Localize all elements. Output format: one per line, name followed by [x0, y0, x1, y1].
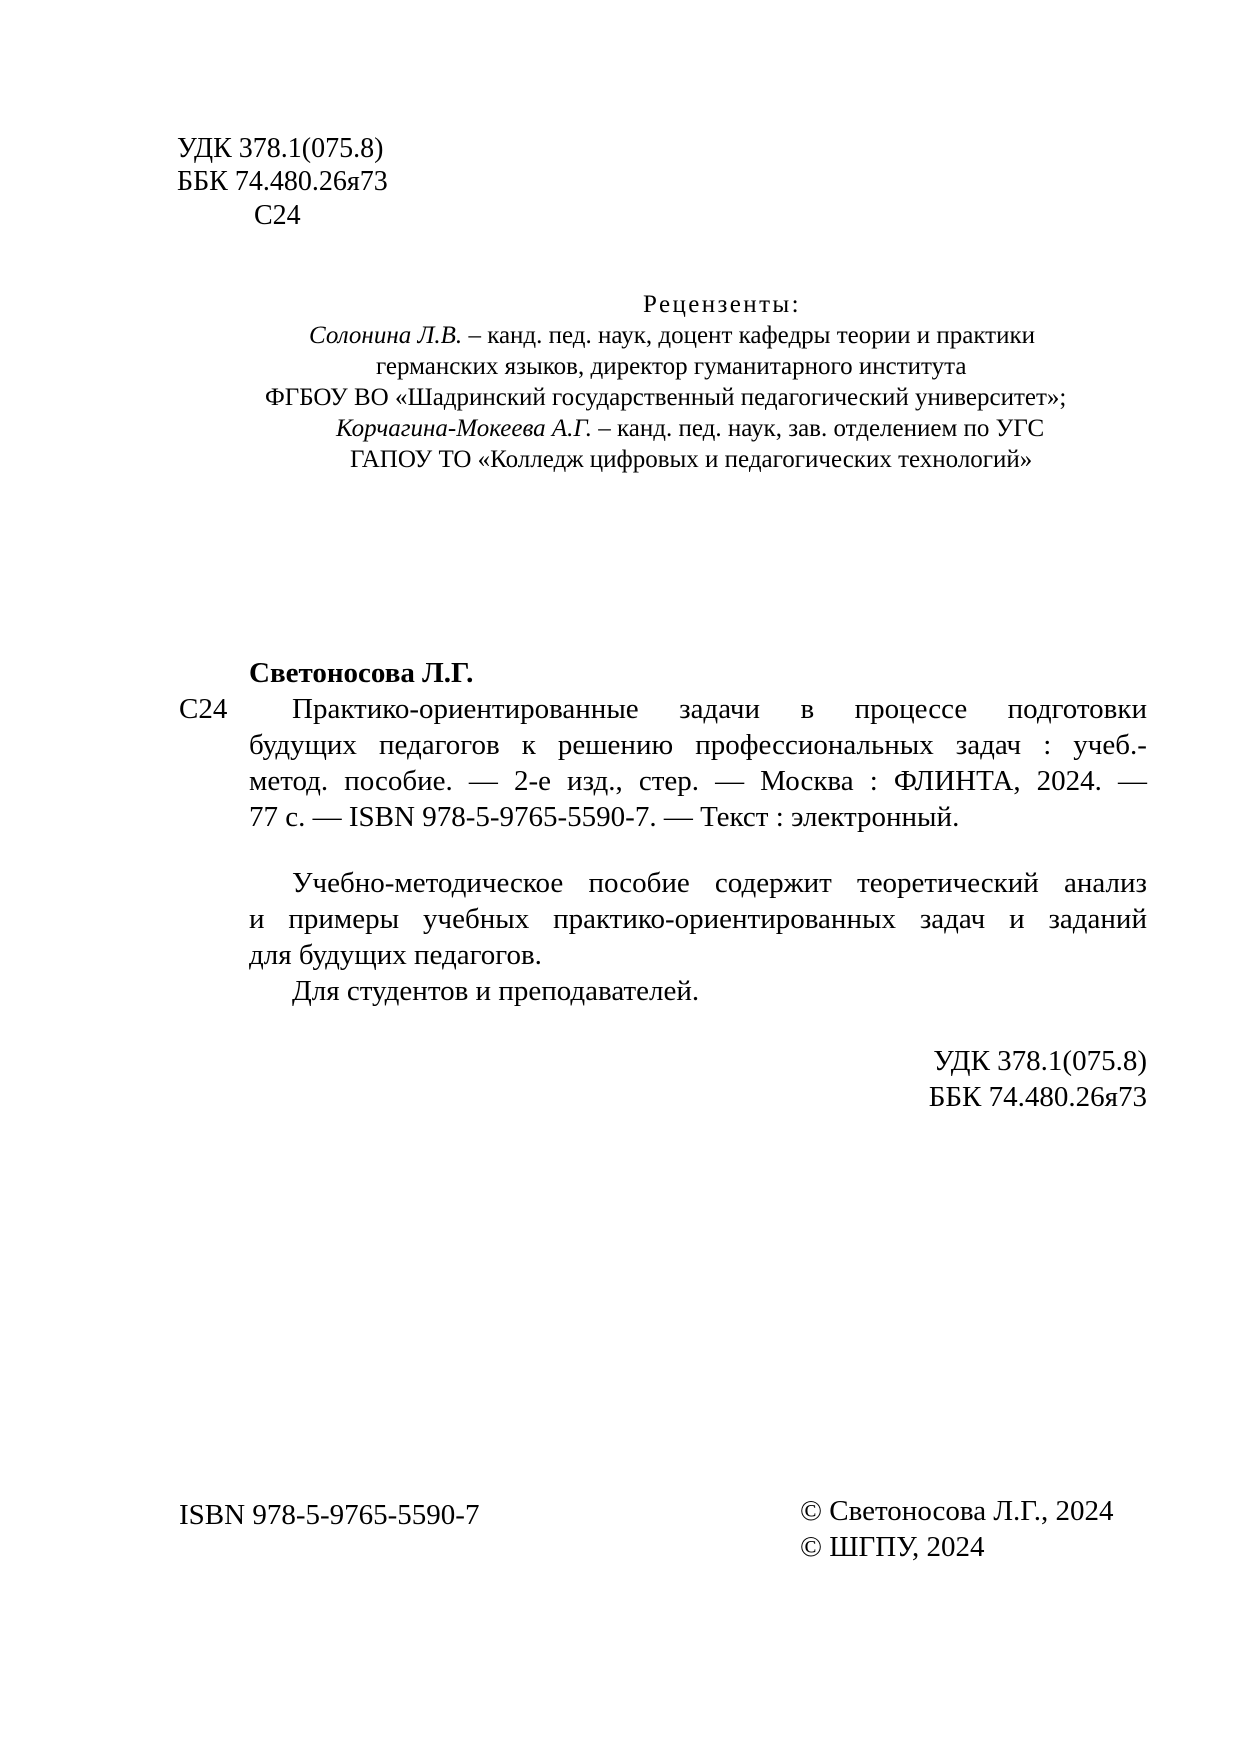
reviewer-2-name: Корчагина-Мокеева А.Г. [336, 415, 593, 442]
word: задачи [679, 693, 761, 725]
bib-line-2 [249, 731, 1147, 760]
annotation-line-4: Для студентов и преподавателей. [292, 975, 700, 1007]
word: 2024. [1036, 765, 1102, 797]
word: анализ [1064, 867, 1147, 899]
word: стер. [638, 765, 700, 797]
reviewers-heading: Рецензенты: [643, 291, 801, 318]
reviewer-1-line-2: германских языков, директор гуманитарного института [376, 353, 967, 380]
bib-author: Светоносова Л.Г. [249, 657, 474, 689]
word: педагогов [378, 729, 500, 761]
word: пособие. [344, 765, 453, 797]
reviewer-1-line-3: ФГБОУ ВО «Шадринский государственный педагогический университет»; [265, 384, 1067, 411]
word: изд., [567, 765, 623, 797]
word: — [715, 765, 745, 797]
word: процессе [854, 693, 968, 725]
footer-copyright-author: © Светоносова Л.Г., 2024 [800, 1495, 1114, 1527]
word: — [468, 765, 498, 797]
reviewer-1-line-1 [309, 323, 1035, 348]
bottom-bbk: ББК 74.480.26я73 [928, 1081, 1147, 1113]
word: учеб.- [1073, 729, 1147, 761]
footer-isbn: ISBN 978-5-9765-5590-7 [179, 1499, 480, 1531]
word: теоретический [857, 867, 1039, 899]
word: пособие [588, 867, 690, 899]
word: — [1117, 765, 1147, 797]
bib-line-1 [292, 695, 1147, 724]
word: Москва [760, 765, 854, 797]
word: 2-е [513, 765, 551, 797]
word: : [1043, 729, 1052, 761]
word: метод. [249, 765, 329, 797]
top-author-mark: С24 [254, 200, 301, 231]
annotation-line-1 [292, 869, 1147, 898]
bib-line-4: 77 с. — ISBN 978-5-9765-5590-7. — Текст : электронный. [249, 801, 960, 833]
word: профессиональных [695, 729, 934, 761]
annotation-line-2 [249, 905, 1147, 934]
word: задач [955, 729, 1022, 761]
bib-line-3 [249, 767, 1147, 796]
top-bbk: ББК 74.480.26я73 [177, 166, 388, 197]
word: практико-ориентированных [553, 903, 896, 935]
word: задач [919, 903, 986, 935]
annotation-line-3: для будущих педагогов. [249, 939, 542, 971]
reviewer-1-name: Солонина Л.В. [309, 322, 463, 349]
word: и [249, 903, 265, 935]
word: Учебно-методическое [292, 867, 564, 899]
word: ФЛИНТА, [893, 765, 1021, 797]
reviewer-2-line-1 [336, 416, 1044, 441]
reviewer-2-line-2: ГАПОУ ТО «Колледж цифровых и педагогических технологий» [350, 446, 1033, 473]
reviewer-1-credentials: – канд. пед. наук, доцент кафедры теории и практики [462, 322, 1035, 349]
word: примеры [288, 903, 400, 935]
word: : [869, 765, 878, 797]
word: к [521, 729, 536, 761]
bottom-udk: УДК 378.1(075.8) [933, 1045, 1147, 1077]
word: Практико-ориентированные [292, 693, 639, 725]
word: заданий [1048, 903, 1147, 935]
word: подготовки [1007, 693, 1147, 725]
footer-copyright-org: © ШГПУ, 2024 [800, 1531, 985, 1563]
word: будущих [249, 729, 357, 761]
word: учебных [423, 903, 530, 935]
reviewer-2-credentials: – канд. пед. наук, зав. отделением по УГС [592, 415, 1045, 442]
word: и [1009, 903, 1025, 935]
word: решению [557, 729, 674, 761]
bib-author-mark: С24 [179, 693, 228, 725]
word: содержит [714, 867, 832, 899]
top-udk: УДК 378.1(075.8) [177, 133, 384, 164]
word: в [800, 693, 815, 725]
